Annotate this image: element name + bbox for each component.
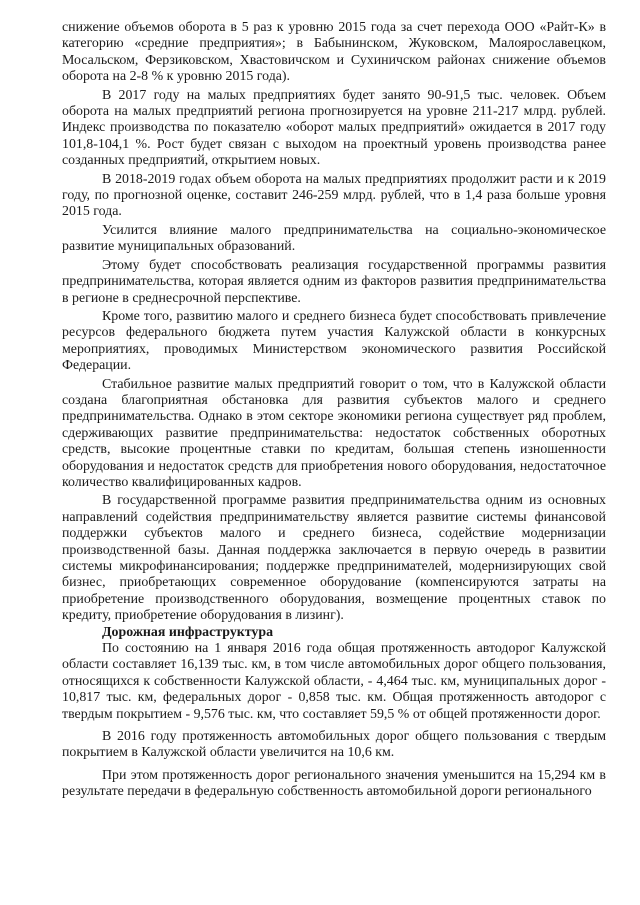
paragraph-road-2016: В 2016 году протяженность автомобильных дорог общего пользования с твердым покрытием в Калужской области увеличится на 10,6 км.: [62, 729, 606, 761]
paragraph-problems: Стабильное развитие малых предприятий говорит о том, что в Калужской области создана благоприятная обстановка для развития субъектов малого и среднего предпринимательства. Однако в этом секторе экономики региона существует ряд проблем, сдерживающих развитие предпринимательства: недостаток собственных оборотных средств, высокие процентные ставки по кредитам, большая степень изношенности оборудования и недостаток средств для приобретения нового оборудования, недостаточное количество квалифицированных кадров.: [62, 376, 606, 490]
document-page: [62, 20, 606, 801]
section-heading: Дорожная инфраструктура: [102, 624, 274, 640]
paragraph-regional-roads: При этом протяженность дорог регионального значения уменьшится на 15,294 км в результате передачи в федеральную собственность автомобильной дороги регионального: [62, 767, 606, 800]
paragraph-state-program: Этому будет способствовать реализация государственной программы развития предпринимательства, которая является одним из факторов развития предпринимательства в регионе в среднесрочной перспективе.: [62, 257, 606, 306]
paragraph-forecast-2018-2019: В 2018-2019 годах объем оборота на малых предприятиях продолжит расти и к 2019 году, по прогнозной оценке, составит 246-259 млрд. рублей, что в 1,4 раза больше уровня 2015 года.: [62, 171, 606, 220]
paragraph-road-length: По состоянию на 1 января 2016 года общая протяженность автодорог Калужской области составляет 16,139 тыс. км, в том числе автомобильных дорог общего пользования, относящихся к собственности Калужской области, - 4,464 тыс. км, муниципальных дорог - 10,817 тыс. км, федеральных дорог - 0,858 тыс. км. Общая протяженность автодорог с твердым покрытием - 9,576 тыс. км, что составляет 59,5 % от общей протяженности дорог.: [62, 641, 606, 722]
paragraph-municipal-influence: Усилится влияние малого предпринимательства на социально-экономическое развитие муниципальных образований.: [62, 222, 606, 255]
paragraph-financial-support: В государственной программе развития предпринимательства одним из основных направлений содействия предпринимательству является развитие системы финансовой поддержки субъектов малого и среднего бизнеса, содействие модернизации производственной базы. Данная поддержка заключается в первую очередь в развитии системы микрофинансирования; поддержке предпринимателей, модернизирующих свой бизнес, приобретающих современное оборудование (компенсируются затраты на приобретение производственного оборудования, возмещение процентных ставок по кредиту, приобретение оборудования в лизинг).: [62, 493, 606, 624]
paragraph-federal-budget: Кроме того, развитию малого и среднего бизнеса будет способствовать привлечение ресурсов федерального бюджета путем участия Калужской области в конкурсных мероприятиях, проводимых Министерством экономического развития Российской Федерации.: [62, 308, 606, 374]
paragraph-forecast-2017: В 2017 году на малых предприятиях будет занято 90-91,5 тыс. человек. Объем оборота на малых предприятий региона прогнозируется на уровне 211-217 млрд. рублей. Индекс производства по показателю «оборот малых предприятий» ожидается в 2017 году 101,8-104,1 %. Рост будет связан с выходом на проектный уровень производства ранее созданных предприятий, открытием новых.: [62, 87, 606, 169]
paragraph-continuation: снижение объемов оборота в 5 раз к уровню 2015 года за счет перехода ООО «Райт-К» в категорию «средние предприятия»; в Бабынинском, Жуковском, Малоярославецком, Мосальском, Ферзиковском, Хвастовичском и Сухиничском районах снижение объемов оборота на 2-8 % к уровню 2015 года).: [62, 20, 606, 85]
